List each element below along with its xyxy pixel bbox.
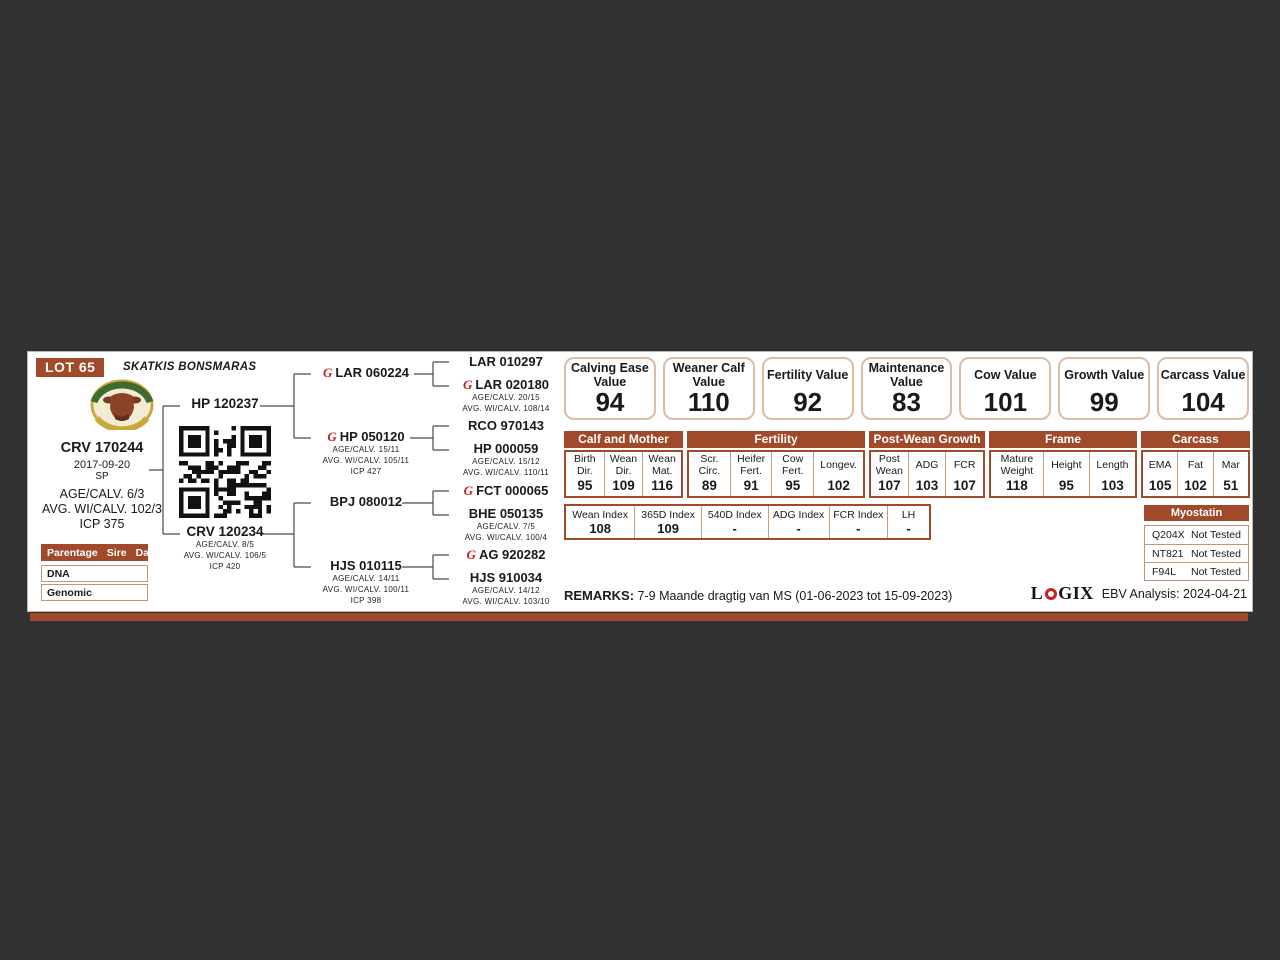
animal-avg-wi-calv: AVG. WI/CALV. 102/3 (42, 502, 162, 516)
ancestor-stat: AVG. WI/CALV. 105/11 (322, 456, 410, 465)
myostatin-gene: F94L (1152, 565, 1176, 578)
ebv-analysis-date: EBV Analysis: 2024-04-21 (1101, 586, 1247, 601)
pedigree-node-sire-dam (309, 429, 423, 477)
dam-stat: ICP 420 (209, 562, 241, 571)
ancestor-id: FCT 000065 (476, 483, 549, 498)
ebv-group-post-wean-growth (869, 431, 985, 498)
index-value: - (796, 521, 801, 536)
index-col-540d (701, 506, 768, 538)
parentage-row-dna: DNA (41, 565, 148, 582)
parentage-col-dam: Dam (135, 546, 159, 559)
parentage-col-parentage: Parentage (47, 546, 98, 559)
ancestor-stat: AVG. WI/CALV. 100/4 (464, 533, 548, 542)
index-label: 540D Index (707, 509, 762, 521)
ebv-col-value: 107 (953, 478, 976, 493)
ancestor-stat: AVG. WI/CALV. 108/14 (462, 404, 550, 413)
ancestor-id: HJS 010115 (330, 558, 402, 573)
ebv-col-label: Fat (1187, 458, 1204, 471)
ebv-col-value: 103 (1101, 478, 1124, 493)
logix-letters: GIX (1058, 583, 1094, 603)
index-value: - (732, 521, 737, 536)
qr-code (179, 426, 271, 518)
ebv-col-value: 95 (1058, 478, 1074, 493)
lot-number-badge: LOT 65 (36, 358, 104, 377)
value-box-row (564, 357, 1249, 420)
ebv-col-value: 105 (1148, 478, 1172, 493)
value-box-label: Fertility Value (767, 367, 849, 382)
animal-status: SP (95, 471, 109, 482)
animal-summary (32, 440, 172, 531)
value-box-growth (1058, 357, 1150, 420)
ebv-group-title: Calf and Mother (564, 431, 683, 448)
index-value: 108 (589, 521, 612, 536)
remarks-text: 7-9 Maande dragtig van MS (01-06-2023 tot 15-09-2023) (637, 589, 953, 603)
value-box-number: 94 (595, 386, 625, 417)
index-label: ADG Index (772, 509, 825, 521)
myostatin-row (1145, 562, 1248, 580)
value-box-number: 101 (983, 386, 1028, 417)
index-label: LH (901, 509, 916, 521)
ebv-col-label: Wean Dir. (609, 452, 638, 477)
logix-letter: L (1030, 583, 1044, 603)
myostatin-result: Not Tested (1190, 565, 1241, 578)
pedigree-node-sire (178, 396, 272, 411)
parentage-header (41, 544, 159, 561)
value-box-label: Calving Ease Value (571, 360, 649, 389)
value-box-label: Growth Value (1064, 367, 1145, 382)
value-box-number: 110 (687, 386, 730, 417)
ebv-group-calf-and-mother (564, 431, 683, 498)
ebv-group-carcass (1141, 431, 1250, 498)
dam-id: CRV 120234 (186, 524, 264, 539)
ebv-col-value: 103 (915, 478, 939, 493)
index-label: 365D Index (641, 509, 695, 521)
value-box-number: 83 (892, 386, 921, 417)
value-box-cow (959, 357, 1051, 420)
animal-id: CRV 170244 (60, 440, 144, 456)
value-box-label: Cow Value (974, 367, 1037, 382)
index-value: - (856, 521, 861, 536)
ebv-col-label: Longev. (820, 458, 857, 471)
value-box-label: Carcass Value (1160, 367, 1246, 382)
gold-merit-icon: G (462, 377, 473, 392)
parentage-col-sire: Sire (106, 546, 127, 559)
value-box-number: 104 (1181, 386, 1225, 417)
ebv-col-label: ADG (915, 458, 939, 471)
value-box-weaner-calf (663, 357, 755, 420)
animal-icp: ICP 375 (79, 517, 125, 531)
ebv-col-value: 102 (827, 478, 850, 493)
index-col-365d (634, 506, 701, 538)
ebv-col-label: Mar (1221, 458, 1240, 471)
ebv-col-value: 107 (878, 478, 901, 493)
ebv-group-frame (989, 431, 1137, 498)
animal-age-calv: AGE/CALV. 6/3 (59, 487, 145, 501)
ebv-col-value: 102 (1184, 478, 1207, 493)
value-box-carcass (1157, 357, 1249, 420)
ancestor-id: BPJ 080012 (329, 494, 403, 509)
ancestor-id: HJS 910034 (469, 570, 543, 585)
ebv-table (564, 431, 1250, 498)
myostatin-table (1144, 525, 1249, 581)
ancestor-id: RCO 970143 (468, 418, 544, 433)
myostatin-result: Not Tested (1190, 547, 1241, 560)
ancestor-stat: AGE/CALV. 14/11 (332, 574, 400, 583)
ebv-col-value: 118 (1006, 478, 1028, 493)
index-value: 109 (657, 521, 679, 536)
gold-merit-icon: G (466, 547, 476, 562)
value-box-label: Maintenance Value (868, 360, 945, 389)
myostatin-gene: NT821 (1152, 547, 1184, 560)
ebv-group-fertility (687, 431, 865, 498)
ebv-col-label: Height (1051, 458, 1082, 471)
ebv-col-value: 89 (701, 478, 717, 493)
bonsmara-logo-graphic (89, 378, 155, 430)
myostatin-result: Not Tested (1190, 529, 1241, 541)
remarks-label: REMARKS: (564, 588, 635, 603)
pedigree-node-ggp (449, 354, 563, 369)
dam-stat: AGE/CALV. 8/5 (195, 540, 255, 549)
ancestor-id: HP 050120 (339, 429, 405, 444)
value-box-number: 99 (1089, 386, 1119, 417)
ebv-col-value: 51 (1223, 478, 1239, 493)
value-box-fertility (762, 357, 854, 420)
logix-logo (1031, 583, 1094, 604)
ancestor-stat: AGE/CALV. 15/11 (332, 445, 400, 454)
myostatin-row (1145, 544, 1248, 562)
ebv-col-label: Birth Dir. (574, 452, 596, 477)
ebv-col-value: 95 (577, 478, 593, 493)
ancestor-stat: AVG. WI/CALV. 100/11 (322, 585, 410, 594)
pedigree-node-ggp (449, 418, 563, 433)
value-box-maintenance (861, 357, 953, 420)
ebv-col-value: 91 (743, 478, 759, 493)
myostatin-gene: Q204X (1152, 529, 1185, 541)
ebv-col-value: 109 (612, 478, 635, 493)
gold-merit-icon: G (322, 365, 333, 380)
pedigree-node-ggp (449, 483, 563, 498)
ebv-group-title: Frame (989, 431, 1137, 448)
pedigree-node-ggp (449, 506, 563, 543)
ebv-col-label: FCR (953, 458, 976, 471)
pedigree-node-sire-sire (309, 365, 423, 380)
ancestor-stat: AGE/CALV. 7/5 (476, 522, 536, 531)
page-accent-bar (30, 613, 1248, 621)
myostatin-header: Myostatin (1144, 505, 1249, 521)
index-label: Wean Index (572, 509, 629, 521)
ebv-col-label: Mature Weight (1000, 452, 1034, 477)
ancestor-id: AG 920282 (478, 547, 546, 562)
pedigree-node-dam (175, 524, 275, 572)
value-box-number: 92 (793, 386, 823, 417)
ancestor-id: LAR 020180 (475, 377, 550, 392)
ebv-group-title: Carcass (1141, 431, 1250, 448)
ancestor-stat: AGE/CALV. 20/15 (472, 393, 540, 402)
ebv-col-label: Heifer Fert. (737, 452, 766, 477)
ancestor-stat: AVG. WI/CALV. 110/11 (462, 468, 550, 477)
ebv-group-title: Post-Wean Growth (869, 431, 985, 448)
pedigree-node-ggp (449, 570, 563, 607)
ancestor-stat: ICP 398 (350, 596, 382, 605)
logix-o-mark (1045, 588, 1057, 600)
ancestor-id: LAR 060224 (335, 365, 410, 380)
index-col-adg (768, 506, 829, 538)
value-box-calving-ease (564, 357, 656, 420)
ancestor-id: BHE 050135 (468, 506, 544, 521)
index-label: FCR Index (833, 509, 884, 521)
ebv-col-label: Cow Fert. (782, 452, 804, 477)
ancestor-stat: ICP 427 (350, 467, 382, 476)
pedigree-node-ggp (449, 441, 563, 478)
ebv-col-value: 95 (785, 478, 801, 493)
ebv-col-label: Post Wean (875, 452, 903, 477)
ancestor-id: LAR 010297 (469, 354, 543, 369)
animal-birth-date: 2017-09-20 (73, 459, 131, 471)
catalog-page (27, 351, 1253, 612)
herd-name: SKATKIS BONSMARAS (123, 361, 257, 373)
ancestor-id: HP 000059 (473, 441, 539, 456)
ancestor-stat: AVG. WI/CALV. 103/10 (462, 597, 550, 606)
sire-id: HP 120237 (191, 396, 259, 411)
pedigree-node-dam-dam (309, 558, 423, 606)
ancestor-stat: AGE/CALV. 15/12 (472, 457, 540, 466)
pedigree-node-dam-sire (309, 494, 423, 509)
remarks-line (564, 588, 952, 603)
index-table (564, 504, 931, 540)
pedigree-node-ggp (449, 377, 563, 414)
ebv-group-title: Fertility (687, 431, 865, 448)
ebv-col-label: Length (1096, 458, 1129, 471)
gold-merit-icon: G (327, 429, 337, 444)
ebv-col-label: Wean Mat. (648, 452, 676, 477)
pedigree-node-ggp (449, 547, 563, 562)
ebv-col-value: 116 (651, 478, 674, 493)
dam-stat: AVG. WI/CALV. 106/5 (183, 551, 267, 560)
ebv-col-label: EMA (1148, 458, 1172, 471)
index-col-wean (566, 506, 634, 538)
footer-right (1031, 583, 1247, 604)
myostatin-row (1145, 526, 1248, 544)
ebv-col-label: Scr. Circ. (698, 452, 721, 477)
parentage-row-genomic: Genomic (41, 584, 148, 601)
index-col-fcr (829, 506, 887, 538)
gold-merit-icon: G (463, 483, 474, 498)
index-value: - (906, 521, 911, 536)
value-box-label: Weaner Calf Value (672, 360, 745, 389)
ancestor-stat: AGE/CALV. 14/12 (472, 586, 540, 595)
index-col-lh (887, 506, 929, 538)
breed-society-logo (70, 378, 174, 430)
